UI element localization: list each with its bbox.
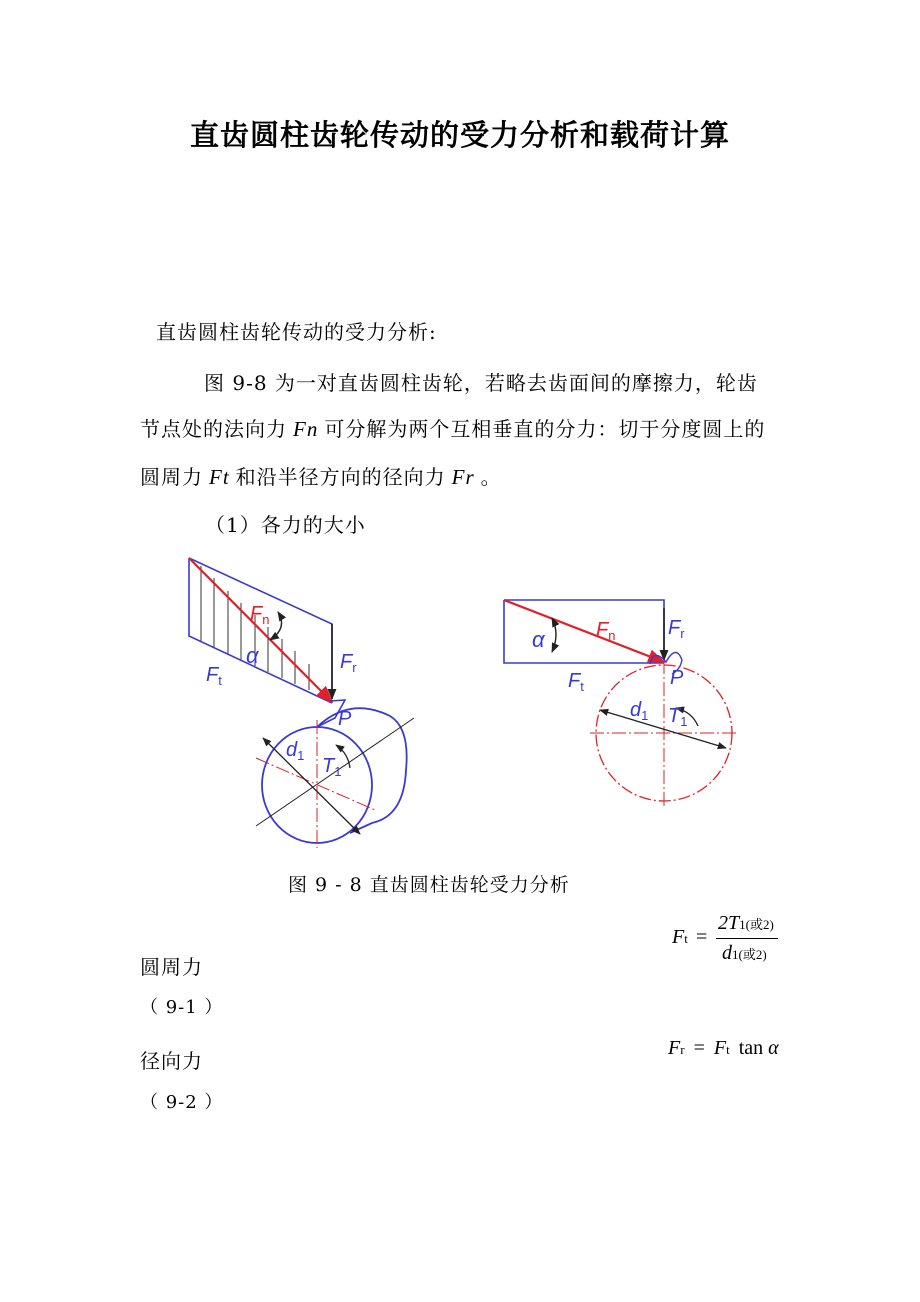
label-t1: $T_1$	[668, 705, 688, 729]
label-fn: $F_n$	[596, 619, 616, 643]
subheading: （1）各力的大小	[205, 513, 366, 537]
paragraph-text: 可分解为两个互相垂直的分力：切于分度圆上的	[324, 417, 766, 441]
formula-number-9-1: （ 9-1 ）	[140, 997, 224, 1018]
section-heading: 直齿圆柱齿轮传动的受力分析:	[156, 320, 437, 344]
formula-equals: =	[696, 926, 708, 948]
formula-ft	[672, 912, 782, 968]
fn-arrow	[504, 600, 664, 662]
alpha-arc	[552, 618, 556, 652]
centerline-horizontal	[256, 758, 375, 810]
figure-caption: 图 9 - 8 直齿圆柱齿轮受力分析	[288, 874, 570, 896]
label-alpha: α	[532, 627, 545, 652]
d1-dimension	[600, 710, 726, 748]
formula-label-fr: 径向力	[140, 1049, 203, 1073]
paragraph-text: 。	[480, 465, 502, 489]
left-gear-diagram	[189, 558, 414, 848]
label-fn: $F_n$	[250, 603, 270, 627]
formula-denominator: d1(或2)	[722, 942, 767, 964]
paragraph-text: 节点处的法向力	[140, 417, 287, 441]
symbol-ft: Ft	[209, 465, 230, 489]
formula-label-ft: 圆周力	[140, 955, 203, 979]
paragraph-line-1: 图 9-8 为一对直齿圆柱齿轮，若略去齿面间的摩擦力，轮齿	[204, 371, 758, 395]
page-title: 直齿圆柱齿轮传动的受力分析和载荷计算	[189, 118, 730, 152]
label-d1: $d_1$	[630, 699, 649, 723]
gear-force-figure	[160, 548, 760, 850]
right-gear-diagram	[504, 600, 738, 806]
paragraph-line-3	[140, 461, 502, 490]
formula-numerator: 2T1(或2)	[718, 912, 774, 934]
paragraph-text: 和沿半径方向的径向力	[235, 465, 446, 489]
fraction-bar	[716, 938, 778, 939]
label-ft: $F_t$	[206, 664, 222, 688]
formula-fr: Fr = Ft tan α	[668, 1037, 779, 1059]
symbol-fn: Fn	[293, 417, 319, 441]
label-t1: $T_1$	[322, 755, 342, 779]
label-fr: $F_r$	[340, 651, 357, 675]
formula-lhs: Ft	[672, 926, 688, 948]
label-p: P	[338, 708, 352, 730]
formula-number-9-2: （ 9-2 ）	[140, 1092, 224, 1113]
paragraph-text: 圆周力	[140, 465, 203, 489]
label-ft: $F_t$	[568, 670, 584, 694]
d1-dimension	[263, 738, 360, 834]
label-d1: $d_1$	[286, 739, 305, 763]
paragraph-line-2	[140, 413, 765, 442]
label-fr: $F_r$	[668, 617, 685, 641]
label-p: P	[670, 667, 684, 689]
alpha-arc	[270, 612, 282, 640]
symbol-fr: Fr	[451, 465, 475, 489]
label-alpha: α	[246, 643, 259, 668]
